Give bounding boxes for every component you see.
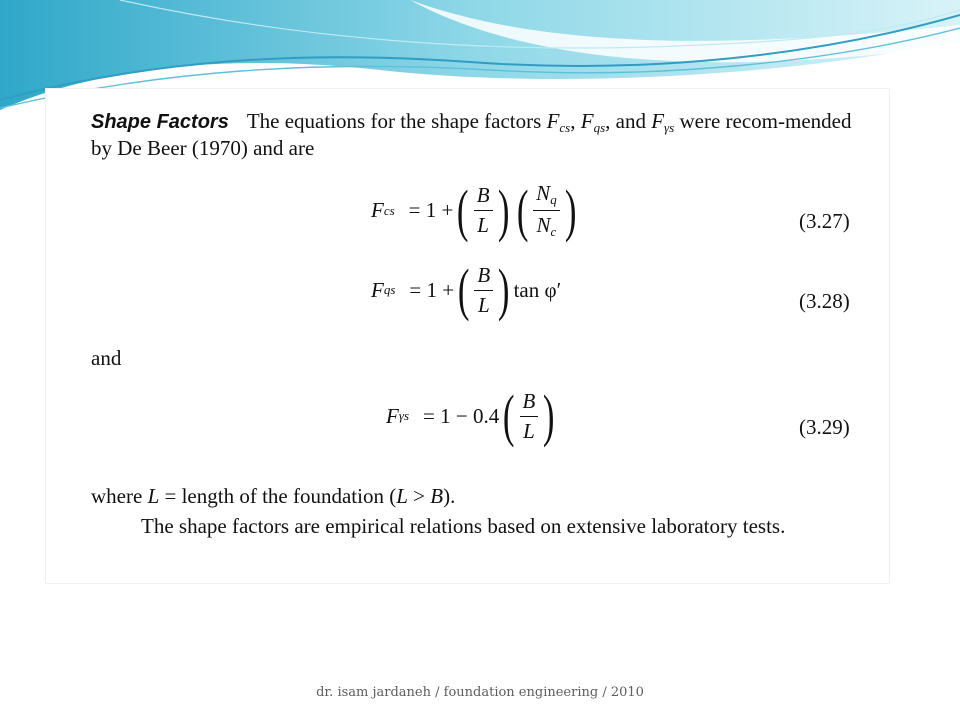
equation-number-3-28: (3.28) xyxy=(799,289,850,313)
equation-3-29: F γs = 1 − 0.4 ( $\frac{B}{L}$ ) xyxy=(386,383,555,448)
intro-paragraph: Shape Factors The equations for the shape factors $F_{cs}$, $F_{qs}$, and $F_{\gamma s}$ were recom-mended by De Beer (1970) and are xyxy=(91,109,852,160)
textbook-excerpt-image xyxy=(45,88,890,584)
equation-3-28: F qs = 1 + ( $\frac{B}{L}$ ) tan φ′ xyxy=(371,257,562,322)
equation-3-27: F cs = 1 + ( $\frac{B}{L}$ ) ( $\frac{N_q}{N_c}$ ) xyxy=(371,177,577,243)
equation-number-3-29: (3.29) xyxy=(799,415,850,439)
where-definition: where L = length of the foundation (L > B). xyxy=(91,484,456,508)
and-label: and xyxy=(91,346,122,370)
equation-number-3-27: (3.27) xyxy=(799,209,850,233)
footer-credit: dr. isam jardaneh / foundation engineering / 2010 xyxy=(316,685,644,700)
section-heading: Shape Factors xyxy=(91,111,229,133)
closing-sentence: The shape factors are empirical relations based on extensive laboratory tests. xyxy=(141,514,786,538)
